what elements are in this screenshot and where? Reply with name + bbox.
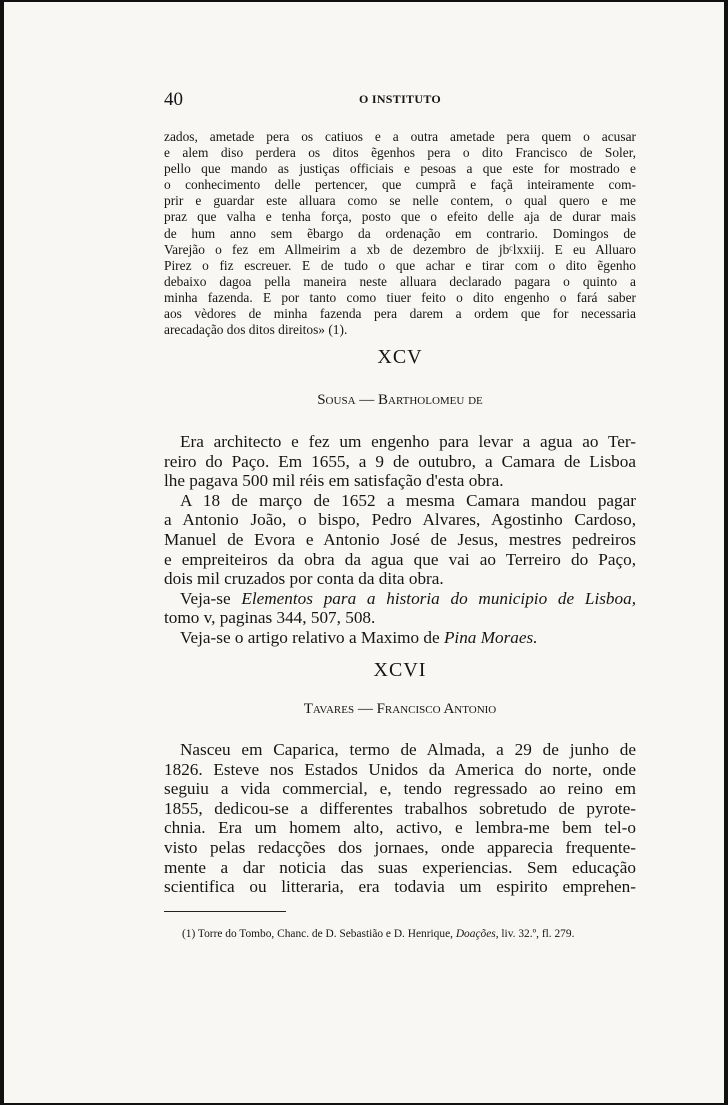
quote-line: aos vèdores de minha fazenda pera darem a ordem que for necessaria — [164, 306, 636, 322]
body-line: Nasceu em Caparica, termo de Almada, a 29 de junho de — [180, 740, 636, 759]
reference-line: tomo v, paginas 344, 507, 508. — [164, 608, 376, 628]
quote-line: e alem diso perdera os ditos ẽgenhos pera o dito Francisco de Soler, — [164, 145, 636, 161]
quote-line: de hum anno sem ẽbargo da ordenação em contrario. Domingos de — [164, 225, 636, 241]
body-line: mente a dar noticia das suas experiencias. Sem educação — [164, 857, 636, 877]
body-line: reiro do Paço. Em 1655, a 9 de outubro, a Camara de Lisboa — [164, 451, 636, 471]
section-numeral-xcvi: XCVI — [373, 659, 427, 681]
body-line: Era architecto e fez um engenho para levar a agua ao Ter- — [180, 432, 636, 451]
reference-line — [164, 589, 636, 609]
quoted-document-text — [164, 129, 636, 338]
body-line: visto pelas redacções dos jornaes, onde apparecia frequente- — [164, 837, 636, 857]
footnote-rule — [164, 911, 286, 912]
reference-prefix: Veja-se — [180, 588, 242, 608]
quote-line: pello que mando as justiças officiais e pesoas a que este for mostrado e — [164, 161, 636, 177]
section-xcv-body — [164, 432, 636, 648]
body-line: e empreiteiros da obra da agua que vai ao Terreiro do Paço, — [164, 549, 636, 569]
body-line: chnia. Era um homem alto, activo, e lembra-me bem tel-o — [164, 818, 636, 838]
quote-line: minha fazenda. E por tanto como tiuer feito o dito engenho o fará saber — [164, 289, 636, 305]
body-line: lhe pagava 500 mil réis em satisfação d'esta obra. — [164, 471, 504, 491]
body-line: 1855, dedicou-se a differentes trabalhos sobretudo de pyrote- — [164, 798, 636, 818]
reference-line — [164, 628, 636, 648]
quote-line: zados, ametade pera os catiuos e a outra ametade pera quem o acusar — [164, 129, 636, 144]
section-heading-xcv: Sousa — Bartholomeu de — [317, 392, 483, 408]
page-number: 40 — [164, 89, 183, 110]
reference-prefix: Veja-se o artigo relativo a Maximo de — [180, 627, 444, 647]
quote-line: Varejão o fez em Allmeirim a xb de dezembro de jbᶜlxxiij. E eu Alluaro — [164, 241, 636, 257]
quote-line: arecadação dos ditos direitos» (1). — [164, 322, 348, 338]
footnote-text: (1) Torre do Tombo, Chanc. de D. Sebastião e D. Henrique, — [182, 928, 456, 940]
body-line: a Antonio João, o bispo, Pedro Alvares, Agostinho Cardoso, — [164, 510, 636, 530]
body-line: 1826. Esteve nos Estados Unidos da America do norte, onde — [164, 759, 636, 779]
quote-line: Pirez o fiz escreuer. E de tudo o que achar e tirar com o dito ẽgenho — [164, 257, 636, 273]
quote-line: debaixo dagoa pella maneira neste alluara declarado pagara o quinto a — [164, 273, 636, 289]
quote-line: prir e guardar este alluara como se nelle contem, o qual quero e me — [164, 193, 636, 209]
footnote — [182, 928, 574, 940]
body-line: A 18 de março de 1652 a mesma Camara mandou pagar — [180, 490, 636, 510]
reference-name: Pina Moraes. — [443, 627, 538, 647]
body-line: dois mil cruzados por conta da dita obra. — [164, 569, 444, 589]
reference-title: Elementos para a historia do municipio de Lisboa, — [241, 588, 636, 608]
page-header — [164, 89, 636, 113]
footnote-italic: Doações — [455, 928, 496, 940]
footnote-tail: , liv. 32.º, fl. 279. — [495, 928, 575, 940]
quote-line: praz que valha e tenha força, posto que o efeito delle aja de durar mais — [164, 209, 636, 225]
section-heading-xcvi: Tavares — Francisco Antonio — [303, 701, 497, 717]
body-line: seguiu a vida commercial, e, tendo regressado ao reino em — [164, 779, 636, 799]
body-line: scientifica ou litteraria, era todavia um espirito emprehen- — [164, 877, 636, 897]
running-title: O INSTITUTO — [358, 92, 442, 106]
section-numeral-xcv: XCV — [377, 346, 423, 368]
body-line: Manuel de Evora e Antonio José de Jesus, mestres pedreiros — [164, 529, 636, 549]
quote-line: o conhecimento delle pertencer, que cumprã e façã inteiramente com- — [164, 177, 636, 193]
section-xcvi-body — [164, 740, 636, 897]
